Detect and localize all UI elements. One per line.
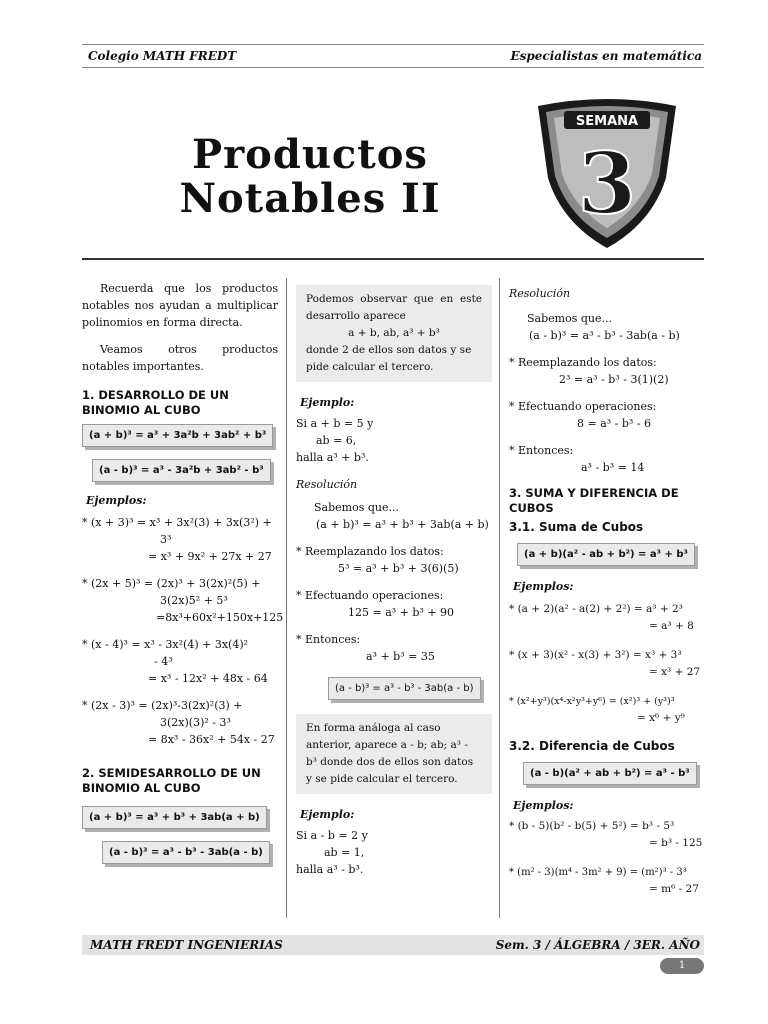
- diff-example-1-line-2: = b³ - 125: [649, 837, 703, 849]
- sum-example-2-line-1: * (x + 3)(x² - x(3) + 3²) = x³ + 3³: [509, 649, 682, 661]
- note-box-2: [296, 714, 492, 794]
- resolution-2-operation: 8 = a³ - b³ - 6: [577, 417, 652, 430]
- section-1-title: 1. DESARROLLO DE UN BINOMIO AL CUBO: [82, 388, 229, 417]
- formula-sum-of-cubes: (a + b)(a² - ab + b²) = a³ + b³: [517, 543, 695, 566]
- example-given-1: Si a + b = 5 y: [296, 417, 374, 430]
- resolution-formula: (a + b)³ = a³ + b³ + 3ab(a + b): [316, 518, 489, 531]
- example-1-line-3: = x³ + 9x² + 27x + 27: [148, 550, 272, 563]
- examples-label-3: Ejemplos:: [513, 799, 574, 812]
- page-title-line2: Notables II: [179, 175, 441, 222]
- column-3: [509, 285, 704, 898]
- footer-right-text: Sem. 3 / ÁLGEBRA / 3ER. AÑO: [495, 938, 700, 952]
- note-2-text: En forma análoga al caso anterior, aparece a - b; ab; a³ - b³ donde dos de ellos son datos y se pide calcular el tercero.: [306, 722, 474, 785]
- resolution-result: a³ + b³ = 35: [366, 650, 435, 663]
- resolution-2-step-2: * Reemplazando los datos:: [509, 356, 657, 369]
- resolution-step-2: * Reemplazando los datos:: [296, 545, 444, 558]
- resolution-2-formula: (a - b)³ = a³ - b³ - 3ab(a - b): [529, 329, 680, 342]
- note-1-expression: a + b, ab, a³ + b³: [348, 327, 440, 339]
- header-bottom-rule: [82, 67, 704, 68]
- intro-paragraph-2: Veamos otros productos notables importantes.: [82, 343, 278, 373]
- resolution-2-substitution: 2³ = a³ - b³ - 3(1)(2): [559, 373, 669, 386]
- example-3-line-2: - 4³: [154, 655, 173, 668]
- resolution-operation: 125 = a³ + b³ + 90: [348, 606, 455, 619]
- resolution-step-3: * Efectuando operaciones:: [296, 589, 444, 602]
- week-badge-shield: [534, 98, 680, 253]
- example-label: Ejemplo:: [300, 396, 355, 409]
- formula-difference-of-cubes: (a - b)(a² + ab + b²) = a³ - b³: [523, 762, 697, 785]
- resolution-step-1: Sabemos que...: [314, 501, 399, 514]
- example-4-line-2: 3(2x)(3)² - 3³: [160, 716, 231, 729]
- diff-example-2-line-1: * (m² - 3)(m⁴ - 3m² + 9) = (m²)³ - 3³: [509, 867, 687, 878]
- example-3-line-3: = x³ - 12x² + 48x - 64: [148, 672, 268, 685]
- header-tagline: Especialistas en matemática: [510, 49, 702, 63]
- sum-example-1-line-2: = a³ + 8: [649, 620, 694, 632]
- footer-left-text: MATH FREDT INGENIERIAS: [90, 938, 283, 952]
- example-given-2: ab = 6,: [316, 434, 357, 447]
- column-divider-2: [499, 278, 500, 918]
- example-1-line-2: 3³: [160, 533, 172, 546]
- example-2-given-2: ab = 1,: [324, 846, 365, 859]
- page-title-line1: Productos: [192, 131, 428, 178]
- section-2-title: 2. SEMIDESARROLLO DE UN BINOMIO AL CUBO: [82, 766, 261, 795]
- resolution-2-result: a³ - b³ = 14: [581, 461, 645, 474]
- column-divider-1: [286, 278, 287, 918]
- diff-example-1-line-1: * (b - 5)(b² - b(5) + 5²) = b³ - 5³: [509, 820, 675, 832]
- resolution-substitution: 5³ = a³ + b³ + 3(6)(5): [338, 562, 459, 575]
- section-3-title: 3. SUMA Y DIFERENCIA DE CUBOS: [509, 486, 679, 515]
- example-2-question: halla a³ - b³.: [296, 863, 364, 876]
- column-2: [296, 285, 492, 878]
- resolution-2-step-4: * Entonces:: [509, 444, 574, 457]
- example-1-line-1: * (x + 3)³ = x³ + 3x²(3) + 3x(3²) +: [82, 516, 272, 529]
- title-divider: [82, 258, 704, 260]
- example-2-given-1: Si a - b = 2 y: [296, 829, 368, 842]
- example-2-line-3: =8x³+60x²+150x+125: [156, 611, 284, 624]
- shield-icon: [534, 98, 680, 253]
- sum-example-3-line-2: = x⁶ + y⁹: [637, 712, 685, 724]
- formula-semi-cube-sum: (a + b)³ = a³ + b³ + 3ab(a + b): [82, 806, 267, 829]
- examples-label-2: Ejemplos:: [513, 580, 574, 593]
- column-1: [82, 280, 284, 864]
- header-top-rule: [82, 44, 704, 45]
- header-school-name: Colegio MATH FREDT: [88, 49, 237, 63]
- example-question: halla a³ + b³.: [296, 451, 369, 464]
- resolution-label: Resolución: [296, 478, 358, 491]
- example-3-line-1: * (x - 4)³ = x³ - 3x²(4) + 3x(4)²: [82, 638, 249, 651]
- badge-number: 3: [577, 134, 637, 233]
- page-number: 1: [660, 958, 704, 974]
- diff-example-2-line-2: = m⁶ - 27: [649, 883, 699, 895]
- examples-label: Ejemplos:: [86, 494, 147, 507]
- formula-cube-sum: (a + b)³ = a³ + 3a²b + 3ab² + b³: [82, 424, 273, 447]
- resolution-label-2: Resolución: [509, 287, 571, 300]
- note-1-end: donde 2 de ellos son datos y se pide calcular el tercero.: [306, 344, 472, 373]
- sum-example-2-line-2: = x³ + 27: [649, 666, 701, 678]
- badge-label: SEMANA: [575, 114, 639, 129]
- note-box-1: [296, 285, 492, 382]
- formula-semi-difference: (a - b)³ = a³ - b³ - 3ab(a - b): [328, 677, 481, 700]
- intro-paragraph-1: Recuerda que los productos notables nos ayudan a multiplicar polinomios en forma directa.: [82, 282, 278, 329]
- formula-semi-cube-difference: (a - b)³ = a³ - b³ - 3ab(a - b): [102, 841, 270, 864]
- sum-example-3-line-1: * (x²+y³)(x⁴-x²y³+y⁶) = (x²)³ + (y³)³: [509, 696, 675, 707]
- subsection-3-1-title: 3.1. Suma de Cubos: [509, 520, 644, 534]
- example-2-line-2: 3(2x)5² + 5³: [160, 594, 228, 607]
- resolution-2-step-1: Sabemos que...: [527, 312, 612, 325]
- resolution-2-step-3: * Efectuando operaciones:: [509, 400, 657, 413]
- example-2-line-1: * (2x + 5)³ = (2x)³ + 3(2x)²(5) +: [82, 577, 261, 590]
- note-1-text: Podemos observar que en este desarrollo aparece: [306, 293, 482, 322]
- example-4-line-3: = 8x³ - 36x² + 54x - 27: [148, 733, 275, 746]
- formula-cube-difference: (a - b)³ = a³ - 3a²b + 3ab² - b³: [92, 459, 271, 482]
- sum-example-1-line-1: * (a + 2)(a² - a(2) + 2²) = a³ + 2³: [509, 603, 683, 615]
- resolution-step-4: * Entonces:: [296, 633, 361, 646]
- subsection-3-2-title: 3.2. Diferencia de Cubos: [509, 739, 675, 753]
- example-2-label: Ejemplo:: [300, 808, 355, 821]
- example-4-line-1: * (2x - 3)³ = (2x)³-3(2x)²(3) +: [82, 699, 243, 712]
